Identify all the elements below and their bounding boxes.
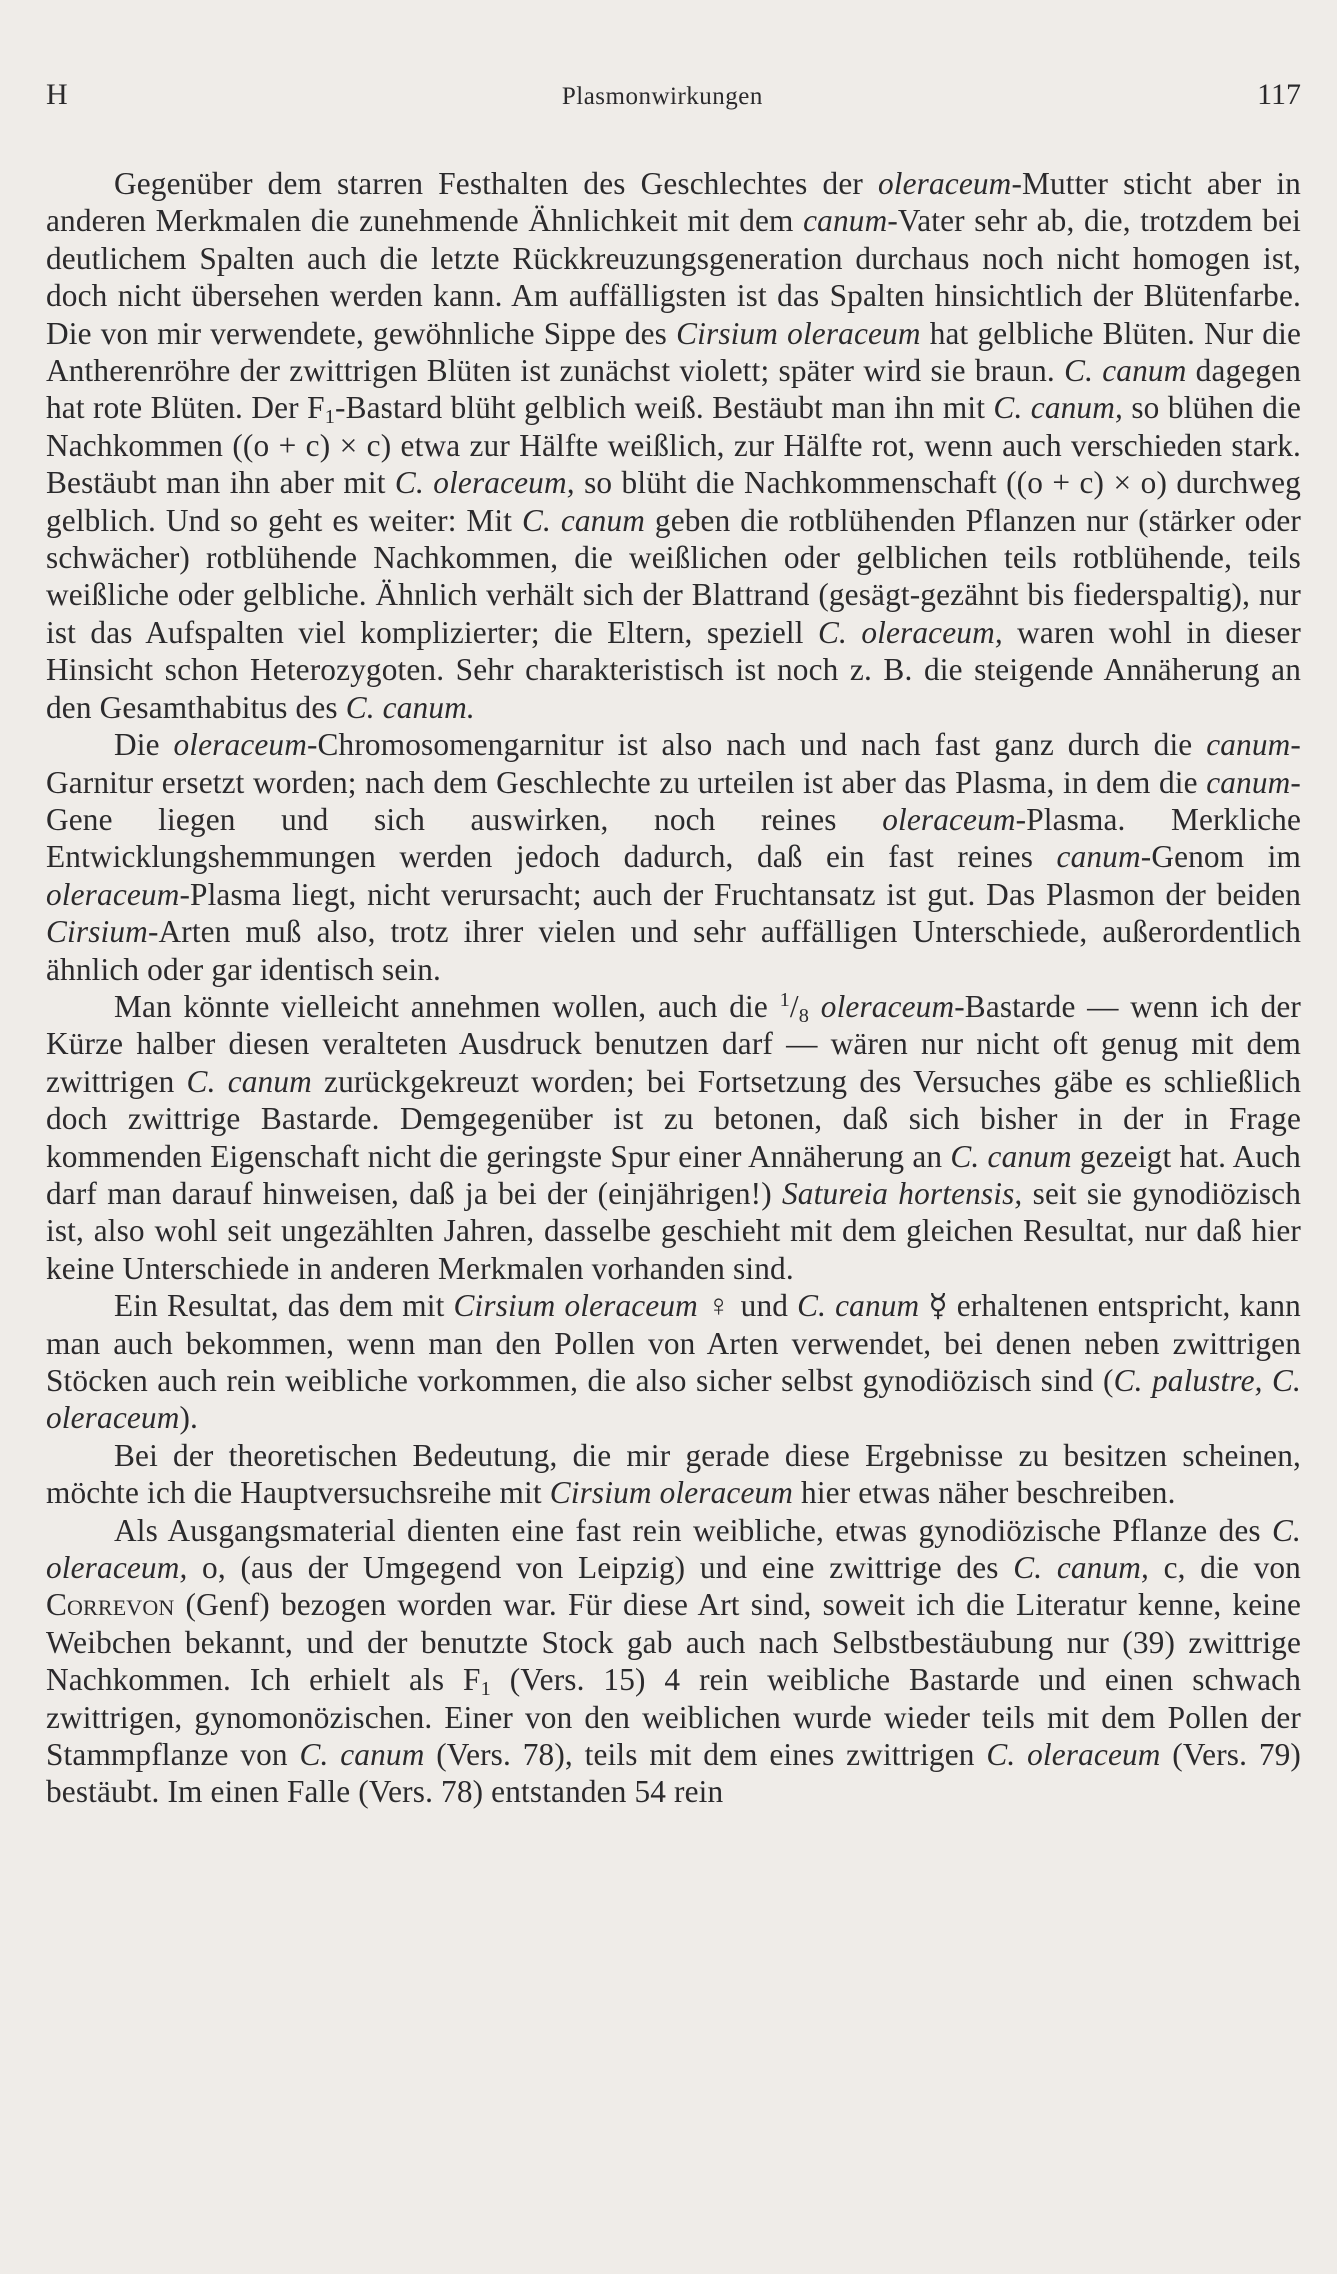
paragraph-4 [46, 1287, 1301, 1437]
text-run: (Vers. 15) 4 rein weibliche Bastarde und einen schwach zwittrigen, gynomonözischen. Einer von den weiblichen wurde wieder teils mit dem Pollen der Stammpflanze von [46, 1662, 1301, 1773]
text-run: -Plasma liegt, nicht verursacht; auch der Fruchtansatz ist gut. Das Plasmon der beiden [179, 876, 1301, 912]
italic-term: canum [1056, 839, 1141, 875]
italic-term: C. oleraceum, [46, 1512, 1301, 1586]
text-run: Als Ausgangsmaterial dienten eine fast rein weibliche, etwas gynodiözische Pflanze des [114, 1512, 1261, 1548]
text-run: erhaltenen entspricht, kann man auch bekommen, wenn man den Pollen von Arten verwendet, bei denen neben zwittrigen Stöcken auch rein weibliche vorkommen, die also sicher selbst gynodiözisch sind ( [46, 1288, 1301, 1398]
subscript: 1 [480, 1678, 491, 1701]
text-run: hat gelbliche Blüten. Nur die Antherenröhre der zwittrigen Blüten ist zunächst violett; später wird sie braun. [46, 315, 1301, 389]
body-text [46, 165, 1301, 1811]
italic-term: C. canum [186, 1063, 312, 1099]
paragraph-3 [46, 988, 1301, 1287]
italic-term: canum [803, 203, 888, 239]
fraction-denominator: 8 [798, 1005, 810, 1028]
text-run: -Genom im [1140, 839, 1302, 875]
paragraph-6 [46, 1512, 1301, 1811]
text-run: Man könnte vielleicht annehmen wollen, auch die [114, 988, 768, 1024]
text-run: zurückgekreuzt worden; bei Fortsetzung des Versuches gäbe es schließlich doch zwittrige Bastarde. Demgegenüber ist zu betonen, daß sich bisher in der in Frage kommenden Eigenschaft nicht die geringste Spur einer Annäherung an [46, 1063, 1302, 1174]
hermaphrodite-symbol-icon: ☿ [928, 1288, 948, 1324]
text-run: so blüht die Nachkommenschaft ((o + c) × o) durchweg gelblich. Und so geht es weiter: Mit [46, 465, 1301, 538]
paragraph-5 [46, 1437, 1301, 1512]
italic-term: C. canum, [993, 390, 1123, 426]
text-run: o, (aus der Umgegend von Leipzig) und eine zwittrige des [202, 1550, 999, 1586]
paragraph-2 [46, 726, 1301, 988]
text-run: (Genf) bezogen worden war. Für diese Art sind, soweit ich die Literatur kenne, keine Weibchen bekannt, und der benutzte Stock gab auch nach Selbstbestäubung nur (39) zwittrige Nachkommen. Ich erhielt als F [46, 1587, 1301, 1698]
italic-term: C. canum. [345, 689, 475, 725]
text-run: -Bastarde — wenn ich der Kürze halber diesen veralteten Ausdruck benutzen darf — wären nur nicht oft genug mit dem zwittrigen [46, 988, 1301, 1099]
text-run: c, die von [1163, 1550, 1301, 1586]
paragraph-1 [46, 165, 1301, 726]
text-run: -Bastard blüht gelblich weiß. Bestäubt man ihn mit [335, 390, 986, 426]
text-run: Die [114, 727, 160, 763]
text-run: -Vater sehr ab, die, trotzdem bei deutlichem Spalten auch die letzte Rückkreuzungsgeneration durchaus noch nicht homogen ist, doch nicht übersehen werden kann. Am auffälligsten ist das Spalten hinsichtlich der Blütenfarbe. Die von mir verwendete, gewöhnliche Sippe des [46, 203, 1302, 351]
fraction-numerator: 1 [779, 988, 790, 1011]
text-run: dagegen hat rote Blüten. Der F [46, 353, 1301, 426]
text-run: (Vers. 79) bestäubt. Im einen Falle (Vers. 78) entstanden 54 rein [46, 1737, 1301, 1810]
italic-term: oleraceum [882, 801, 1016, 837]
italic-term: Cirsium [46, 914, 148, 950]
author-name-smallcaps: Correvon [46, 1587, 175, 1623]
text-run: -Arten muß also, trotz ihrer vielen und sehr auffälligen Unterschiede, außerordentlich ähnlich oder gar identisch sein. [46, 914, 1301, 987]
text-run: -Mutter sticht aber in anderen Merkmalen die zunehmende Ähnlichkeit mit dem [46, 166, 1301, 239]
italic-term: C. canum [797, 1288, 920, 1324]
text-run: -Garnitur ersetzt worden; nach dem Geschlechte zu urteilen ist aber das Plasma, in dem die [46, 727, 1301, 800]
italic-term: oleraceum [173, 727, 307, 763]
text-run: (Vers. 78), teils mit dem eines zwittrigen [436, 1737, 975, 1773]
italic-term: C. palustre, C. oleraceum [46, 1363, 1301, 1436]
header-section-letter: H [46, 78, 68, 111]
italic-term: C. canum, [1013, 1550, 1150, 1586]
italic-term: C. canum [299, 1737, 425, 1773]
text-run: Ein Resultat, das dem mit [114, 1288, 445, 1324]
text-run: waren wohl in dieser Hinsicht schon Heterozygoten. Sehr charakteristisch ist noch z. B. die steigende Annäherung an den Gesamthabitus des [46, 614, 1301, 725]
text-run: ). [179, 1400, 198, 1436]
italic-term: C. oleraceum, [394, 465, 575, 501]
text-run: hier etwas näher beschreiben. [801, 1475, 1176, 1511]
page-number: 117 [1257, 78, 1301, 111]
female-symbol-icon: ♀ [706, 1288, 732, 1324]
italic-term: C. canum [521, 502, 646, 538]
italic-term: oleraceum [820, 988, 955, 1024]
text-run: gezeigt hat. Auch darf man darauf hinweisen, daß ja bei der (einjährigen!) [46, 1138, 1301, 1211]
subscript: 1 [324, 406, 336, 429]
text-run: so blühen die Nachkommen ((o + c) × c) etwa zur Hälfte weißlich, zur Hälfte rot, wenn auch verschieden stark. Bestäubt man ihn aber mit [46, 390, 1301, 501]
text-run: -Chromosomengarnitur ist also nach und nach fast ganz durch die [306, 727, 1193, 763]
italic-term: Cirsium oleraceum [549, 1475, 794, 1511]
italic-term: C. canum [1064, 353, 1187, 389]
running-title: Plasmonwirkungen [561, 83, 763, 110]
text-run: seit sie gynodiözisch ist, also wohl seit ungezählten Jahren, dasselbe geschieht mit dem gleichen Resultat, nur daß hier keine Unterschiede in anderen Merkmalen vorhanden sind. [46, 1175, 1301, 1286]
italic-term: Cirsium oleraceum [453, 1288, 698, 1324]
text-run: geben die rotblühenden Pflanzen nur (stärker oder schwächer) rotblühende Nachkommen, die weißlichen oder gelblichen teils rotblühende, teils weißliche oder gelbliche. Ähnlich verhält sich der Blattrand (gesägt-gezähnt bis fiederspaltig), nur ist das Aufspalten viel komplizierter; die Eltern, speziell [46, 502, 1301, 650]
text-run: -Gene liegen und sich auswirken, noch reines [46, 764, 1301, 837]
fraction-slash: / [789, 988, 799, 1024]
text-run: -Plasma. Merkliche Entwicklungshemmungen werden jedoch dadurch, daß ein fast reines [46, 801, 1301, 875]
italic-term: canum [1206, 764, 1291, 800]
italic-term: canum [1206, 727, 1291, 763]
running-header [46, 78, 1301, 140]
italic-term: Cirsium oleraceum [676, 315, 921, 351]
italic-term: oleraceum [46, 876, 180, 912]
text-run: Gegenüber dem starren Festhalten des Geschlechtes der [114, 166, 863, 201]
italic-term: Satureia hortensis, [782, 1175, 1023, 1211]
italic-term: C. oleraceum, [818, 614, 1003, 650]
italic-term: C. canum [950, 1138, 1072, 1174]
text-run: Bei der theoretischen Bedeutung, die mir gerade diese Ergebnisse zu besitzen scheinen, möchte ich die Hauptversuchsreihe mit [46, 1437, 1301, 1511]
text-run: und [740, 1288, 789, 1324]
italic-term: C. oleraceum [986, 1737, 1161, 1773]
italic-term: oleraceum [877, 166, 1012, 201]
